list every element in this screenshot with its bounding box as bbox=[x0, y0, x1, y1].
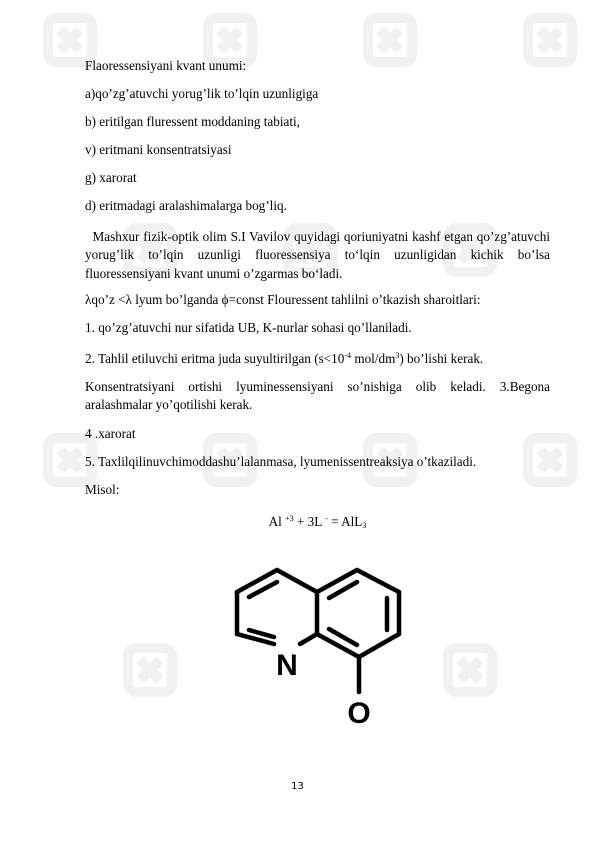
bond bbox=[237, 570, 277, 592]
reaction-equation bbox=[85, 510, 550, 535]
item2-text-before: 2. Tahlil etiluvchi eritma juda suyultirilgan (s<10 bbox=[85, 351, 345, 366]
condition-item-2 bbox=[85, 347, 550, 368]
bond bbox=[277, 570, 317, 592]
list-item-d: d) eritmadagi aralashimalarga bog’liq. bbox=[85, 198, 287, 213]
vavilov-paragraph: Mashxur fizik-optik olim S.I Vavilov quyidagi qoriuniyatni kashf etgan qo’zg’atuvchi yorug’lik to’lqin uzunligi fluoressensiya to‘lqin uzunligidan kichik bo’lsa fluoressensiyani kvant unumi o’zgarmas bo‘ladi. bbox=[85, 229, 554, 281]
item2-exponent: -4 bbox=[344, 351, 352, 360]
eq-al-charge: +3 bbox=[285, 514, 294, 523]
list-item-g: g) xarorat bbox=[85, 170, 137, 185]
list-item-a: a)qo’zg’atuvchi yorug’lik to’lqin uzunligiga bbox=[85, 86, 319, 101]
list-item-v: v) eritmani konsentratsiyasi bbox=[85, 142, 232, 157]
bond bbox=[357, 570, 399, 592]
item2-text-middle: mol/dm bbox=[351, 351, 396, 366]
eq-ligand-charge: - bbox=[325, 514, 328, 523]
nitrogen-atom: N bbox=[276, 649, 298, 682]
hydroxyquinoline-structure bbox=[232, 562, 407, 732]
condition-item-4: 4 .xarorat bbox=[85, 426, 136, 441]
concentration-paragraph: Konsentratsiyani ortishi lyuminessensiyani so’nishiga olib keladi. 3.Begona aralashmalar yo’qotilishi kerak. bbox=[85, 379, 550, 413]
bond bbox=[317, 634, 359, 657]
bond bbox=[300, 634, 317, 644]
page-number: 13 bbox=[291, 781, 304, 792]
eq-product-subscript: 3 bbox=[362, 521, 367, 530]
example-label: Misol: bbox=[85, 482, 120, 497]
heading-quantum-yield: Flaoressensiyani kvant unumi: bbox=[85, 58, 247, 73]
list-item-b: b) eritilgan fluressent moddaning tabiati, bbox=[85, 114, 300, 129]
eq-ligand: + 3L bbox=[293, 514, 326, 529]
bond bbox=[359, 634, 399, 657]
condition-item-1: 1. qo’zg’atuvchi nur sifatida UB, K-nurlar sohasi qo’llaniladi. bbox=[85, 320, 412, 335]
condition-line: λqo’z <λ lyum bo’lganda ϕ=const Flouressent tahlilni o’tkazish sharoitlari: bbox=[85, 292, 481, 307]
condition-item-5: 5. Taxlilqilinuvchimoddashu’lalanmasa, lyumenissentreaksiya o’tkaziladi. bbox=[85, 454, 477, 469]
eq-product: = AlL bbox=[327, 514, 363, 529]
bond bbox=[317, 570, 357, 592]
eq-al: Al bbox=[268, 514, 286, 529]
oxygen-atom: O bbox=[347, 697, 371, 730]
item2-text-after: ) bo’lishi kerak. bbox=[399, 351, 484, 366]
item2-exponent-2: 3 bbox=[395, 351, 400, 360]
